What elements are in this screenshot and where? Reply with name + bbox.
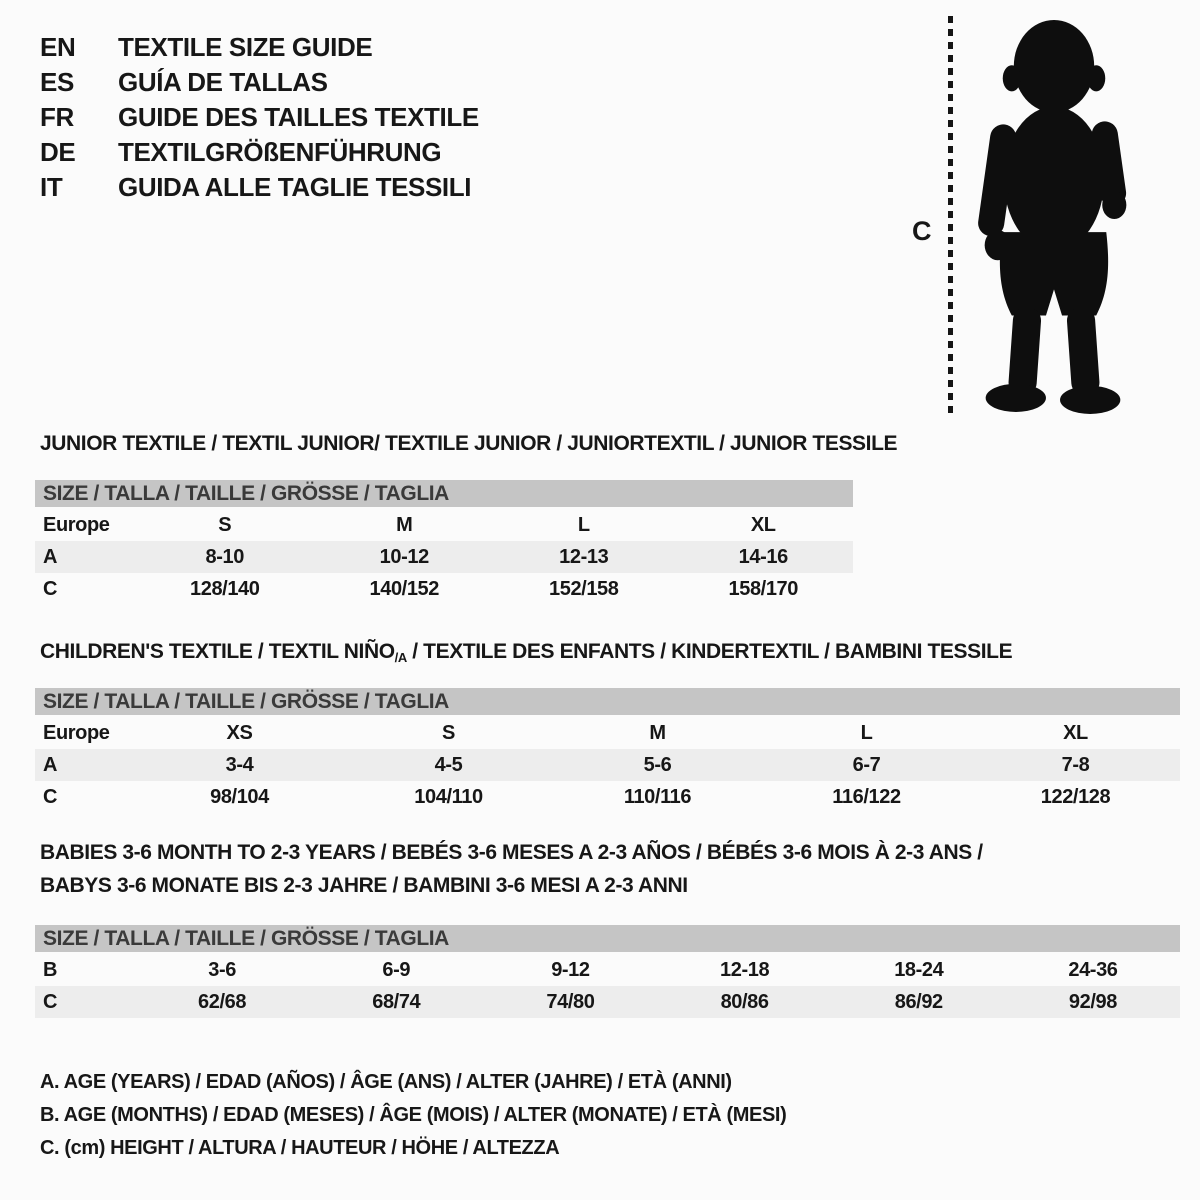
- table-cell: 8-10: [205, 545, 244, 568]
- table-cell: 68/74: [372, 990, 421, 1013]
- size-header-bar: SIZE / TALLA / TAILLE / GRÖSSE / TAGLIA: [35, 688, 1180, 715]
- children-section-title: [40, 640, 1012, 665]
- lang-title: TEXTILE SIZE GUIDE: [118, 32, 373, 62]
- lang-title: GUIDE DES TAILLES TEXTILE: [118, 102, 479, 132]
- lang-title: GUÍA DE TALLAS: [118, 67, 328, 97]
- lang-code: ES: [40, 67, 74, 97]
- table-cell: XS: [226, 721, 253, 744]
- lang-title: TEXTILGRÖßENFÜHRUNG: [118, 137, 442, 167]
- row-label: Europe: [43, 513, 110, 536]
- table-row-age: [35, 541, 853, 573]
- table-cell: XL: [750, 513, 776, 536]
- lang-row-de: [40, 135, 479, 170]
- table-cell: 140/152: [369, 577, 439, 600]
- lang-code: FR: [40, 102, 74, 132]
- size-header-bar: SIZE / TALLA / TAILLE / GRÖSSE / TAGLIA: [35, 925, 1180, 952]
- table-row-height: [35, 781, 1180, 813]
- children-title-post: / TEXTILE DES ENFANTS / KINDERTEXTIL / BAMBINI TESSILE: [406, 640, 1013, 663]
- table-cell: 80/86: [720, 990, 769, 1013]
- lang-row-it: [40, 170, 479, 205]
- table-cell: 122/128: [1040, 785, 1111, 808]
- table-cell: 24-36: [1068, 958, 1118, 981]
- legend-line-a: A. AGE (YEARS) / EDAD (AÑOS) / ÂGE (ANS) / ALTER (JAHRE) / ETÀ (ANNI): [40, 1071, 732, 1093]
- lang-row-es: [40, 65, 479, 100]
- table-cell: 18-24: [894, 958, 944, 981]
- height-dashed-line: [948, 16, 953, 418]
- toddler-silhouette-icon: [963, 16, 1145, 418]
- table-cell: 104/110: [414, 785, 483, 808]
- table-cell: 92/98: [1068, 990, 1117, 1013]
- lang-code: EN: [40, 32, 76, 62]
- table-cell: 116/122: [832, 785, 901, 808]
- children-title-pre: CHILDREN'S TEXTILE / TEXTIL NIÑO: [40, 640, 395, 663]
- babies-section-title: [40, 836, 983, 902]
- junior-section-title: JUNIOR TEXTILE / TEXTIL JUNIOR/ TEXTILE JUNIOR / JUNIORTEXTIL / JUNIOR TESSILE: [40, 432, 898, 455]
- table-row-months: [35, 954, 1180, 986]
- table-cell: M: [649, 721, 666, 744]
- lang-row-en: [40, 30, 479, 65]
- lang-code: DE: [40, 137, 76, 167]
- table-row-europe: [35, 717, 1180, 749]
- row-label: B: [43, 958, 58, 981]
- row-label: Europe: [43, 721, 110, 744]
- babies-title-line2: BABYS 3-6 MONATE BIS 2-3 JAHRE / BAMBINI 3-6 MESI A 2-3 ANNI: [40, 874, 688, 897]
- children-size-table: [35, 688, 1180, 813]
- table-cell: 4-5: [434, 753, 463, 776]
- table-cell: XL: [1063, 721, 1088, 744]
- row-label: A: [43, 753, 58, 776]
- table-cell: 12-13: [559, 545, 609, 568]
- table-cell: 86/92: [894, 990, 943, 1013]
- table-cell: 152/158: [549, 577, 619, 600]
- table-cell: 6-7: [852, 753, 881, 776]
- table-cell: 5-6: [643, 753, 672, 776]
- table-cell: 128/140: [190, 577, 260, 600]
- table-cell: 158/170: [728, 577, 798, 600]
- table-cell: 3-4: [225, 753, 254, 776]
- table-cell: 98/104: [210, 785, 269, 808]
- row-label: C: [43, 990, 58, 1013]
- babies-size-table: [35, 925, 1180, 1018]
- junior-size-table: [35, 480, 853, 605]
- language-header: [40, 30, 479, 205]
- table-cell: 62/68: [198, 990, 247, 1013]
- table-cell: 6-9: [382, 958, 411, 981]
- table-row-age: [35, 749, 1180, 781]
- height-measure-label: C: [912, 216, 932, 246]
- table-cell: M: [396, 513, 413, 536]
- table-cell: L: [577, 513, 590, 536]
- table-cell: L: [860, 721, 873, 744]
- table-cell: 7-8: [1061, 753, 1090, 776]
- table-row-europe: [35, 509, 853, 541]
- table-row-height: [35, 573, 853, 605]
- babies-title-line1: BABIES 3-6 MONTH TO 2-3 YEARS / BEBÉS 3-6 MESES A 2-3 AÑOS / BÉBÉS 3-6 MOIS À 2-3 ANS /: [40, 841, 983, 864]
- row-label: C: [43, 577, 58, 600]
- children-title-sub: /A: [394, 650, 407, 665]
- table-cell: 9-12: [551, 958, 590, 981]
- size-header-bar: SIZE / TALLA / TAILLE / GRÖSSE / TAGLIA: [35, 480, 853, 507]
- table-cell: 74/80: [546, 990, 595, 1013]
- lang-row-fr: [40, 100, 479, 135]
- table-cell: 110/116: [623, 785, 692, 808]
- legend: [40, 1066, 786, 1165]
- table-cell: S: [218, 513, 232, 536]
- table-cell: S: [442, 721, 455, 744]
- table-cell: 3-6: [208, 958, 236, 981]
- legend-line-b: B. AGE (MONTHS) / EDAD (MESES) / ÂGE (MOIS) / ALTER (MONATE) / ETÀ (MESI): [40, 1104, 787, 1126]
- row-label: A: [43, 545, 58, 568]
- lang-code: IT: [40, 172, 63, 202]
- table-cell: 14-16: [738, 545, 788, 568]
- table-cell: 10-12: [379, 545, 429, 568]
- table-cell: 12-18: [720, 958, 770, 981]
- lang-title: GUIDA ALLE TAGLIE TESSILI: [118, 172, 472, 202]
- row-label: C: [43, 785, 58, 808]
- table-row-height: [35, 986, 1180, 1018]
- legend-line-c: C. (cm) HEIGHT / ALTURA / HAUTEUR / HÖHE / ALTEZZA: [40, 1137, 560, 1159]
